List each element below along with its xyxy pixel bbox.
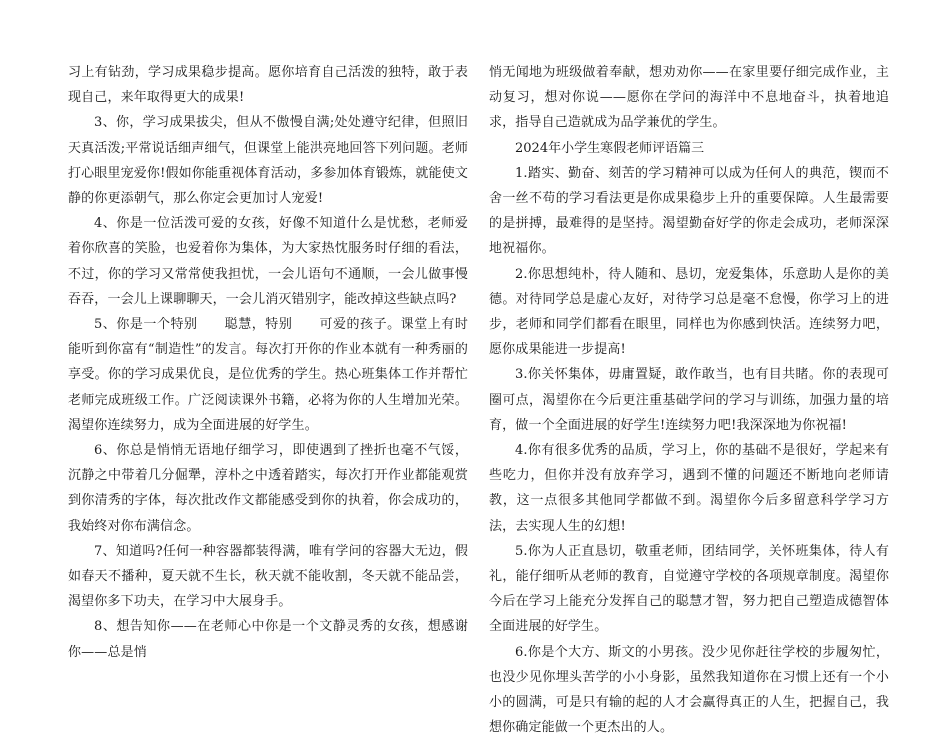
paragraph-comment-r5: 5.你为人正直恳切，敬重老师，团结同学，关怀班集体，待人有礼，能仔细听从老师的教育，自觉遵守学校的各项规章制度。渴望你今后在学习上能充分发挥自己的聪慧才智，努力把自己塑造成德智体全面进展的好学生。 [489,543,889,635]
paragraph-continued: 习上有钻劲，学习成果稳步提高。愿你培育自己活泼的独特，敢于表现自己，来年取得更大的成果! [68,65,468,106]
paragraph-comment-4: 4、你是一位活泼可爱的女孩，好像不知道什么是忧愁，老师爱着你欣喜的笑脸，也爱着你为集体，为大家热忱服务时仔细的看法，不过，你的学习又常常使我担忧，一会儿语句不通顺，一会儿做事慢吞吞，一会儿上课聊聊天，一会儿消灭错别字，能改掉这些缺点吗? [68,216,468,307]
left-column [68,60,468,665]
paragraph-comment-3: 3、你，学习成果拔尖，但从不傲慢自满;处处遵守纪律，但照旧天真活泼;平常说话细声细气，但课堂上能洪亮地回答下列问题。老师打心眼里宠爱你!假如你能重视体育活动，多参加体育锻炼，就能使文静的你更添朝气，那么你定会更加讨人宠爱! [68,115,468,207]
paragraph-comment-6: 6、你总是悄悄无语地仔细学习，即使遇到了挫折也毫不气馁，沉静之中带着几分倔犟，淳朴之中透着踏实，每次打开作业都能观赏到你清秀的字体，每次批改作文都能感受到你的执着，你会成功的，我始终对你布满信念。 [68,443,468,534]
section-heading: 2024年小学生寒假老师评语篇三 [515,140,705,156]
paragraph-comment-8: 8、想告知你——在老师心中你是一个文静灵秀的女孩，想感谢你——总是悄 [68,619,468,660]
paragraph-comment-r2: 2.你思想纯朴，待人随和、恳切，宠爱集体，乐意助人是你的美德。对待同学总是虚心友好，对待学习总是毫不怠慢，你学习上的进步，老师和同学们都看在眼里，同样也为你感到快活。连续努力吧，愿你成果能进一步提高! [489,266,889,358]
paragraph-continued-right: 悄无闻地为班级做着奉献，想劝劝你——在家里要仔细完成作业，主动复习，想对你说——愿你在学问的海洋中不息地奋斗，执着地追求，指导自己造就成为品学兼优的学生。 [489,65,889,131]
paragraph-comment-5: 5、你是一个特别 聪慧，特别 可爱的孩子。课堂上有时能听到你富有“制造性”的发言。每次打开你的作业本就有一种秀丽的享受。你的学习成果优良，是位优秀的学生。热心班集体工作并帮忙老师完成班级工作。广泛阅读课外书籍，必将为你的人生增加光荣。渴望你连续努力，成为全面进展的好学生。 [68,317,468,433]
right-column [489,60,889,740]
paragraph-comment-r1: 1.踏实、勤奋、刻苦的学习精神可以成为任何人的典范，锲而不舍一丝不苟的学习看法更是你成果稳步上升的重要保障。人生最需要的是拼搏，最难得的是坚持。渴望勤奋好学的你走会成功，老师深深地祝福你。 [489,165,889,257]
paragraph-comment-r6: 6.你是个大方、斯文的小男孩。没少见你赶往学校的步履匆忙，也没少见你埋头苦学的小小身影，虽然我知道你在习惯上还有一个小小的圆满，可是只有输的起的人才会赢得真正的人生，把握自己，我想你确定能做一个更杰出的人。 [489,644,889,736]
paragraph-comment-r4: 4.你有很多优秀的品质，学习上，你的基础不是很好，学起来有些吃力，但你并没有放弃学习，遇到不懂的问题还不断地向老师请教，这一点很多其他同学都做不到。渴望你今后多留意科学学习方法，去实现人生的幻想! [489,443,889,534]
paragraph-comment-r3: 3.你关怀集体，毋庸置疑，敢作敢当，也有目共睹。你的表现可圈可点，渴望你在今后更注重基础学问的学习与训练，加强力量的培育，做一个全面进展的好学生!连续努力吧!我深深地为你祝福! [489,367,889,433]
paragraph-comment-7: 7、知道吗?任何一种容器都装得满，唯有学问的容器大无边，假如春天不播种，夏天就不生长，秋天就不能收割，冬天就不能品尝，渴望你多下功夫，在学习中大展身手。 [68,543,468,610]
